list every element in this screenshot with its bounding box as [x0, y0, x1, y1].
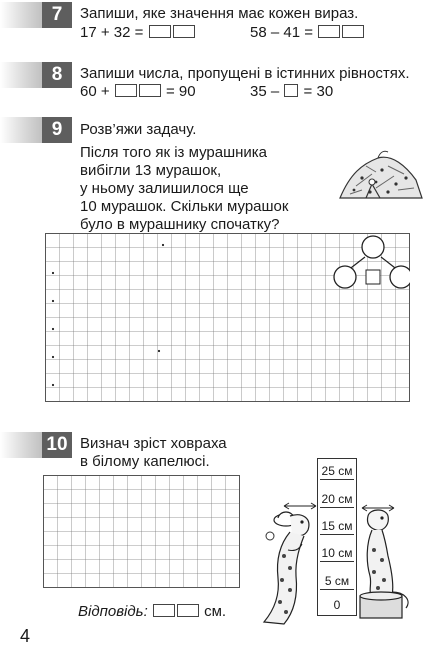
ruler-mark: 5 см — [320, 574, 354, 590]
task-8-expression-2-right: = 30 — [303, 83, 334, 100]
answer-box[interactable] — [177, 604, 199, 617]
task-7-expression-2 — [250, 23, 365, 43]
problem-line: Після того як із мурашника — [80, 144, 268, 161]
ruler-mark: 0 — [333, 598, 341, 612]
ruler-mark: 25 см — [321, 464, 353, 478]
task-10-answer-grid[interactable] — [43, 475, 243, 595]
problem-line: у ньому залишилося ще — [80, 180, 249, 197]
task-8-text: Запиши числа, пропущені в істинних рівностях. — [80, 65, 410, 82]
problem-line: вибігли 13 мурашок, — [80, 162, 222, 179]
answer-box[interactable] — [342, 25, 364, 38]
task-7-expression-1-text: 17 + 32 = — [80, 24, 144, 41]
task-9-header — [0, 117, 433, 143]
task-8-expression-1-right: = 90 — [165, 83, 196, 100]
page-number: 4 — [20, 626, 31, 646]
problem-line: було в мурашнику спочатку? — [80, 216, 280, 233]
task-10-number: 10 — [42, 432, 72, 458]
answer-box[interactable] — [139, 84, 161, 97]
task-9-number: 9 — [42, 117, 72, 143]
task-9-answer-grid[interactable] — [45, 233, 410, 415]
task-8-expression-2-left: 35 – — [250, 83, 280, 100]
answer-unit: см. — [204, 603, 227, 620]
task-10-text-line: Визнач зріст ховраха — [80, 435, 227, 452]
task-8-expression-2 — [250, 82, 333, 102]
task-9-text: Розв’яжи задачу. — [80, 121, 197, 138]
task-7-expression-2-text: 58 – 41 = — [250, 24, 313, 41]
ruler-mark: 15 см — [321, 519, 353, 533]
answer-box[interactable] — [318, 25, 340, 38]
task-7-number: 7 — [42, 2, 72, 28]
answer-label: Відповідь: — [78, 603, 148, 620]
task-8-expression-1 — [80, 82, 196, 102]
ruler-mark: 10 см — [321, 546, 353, 560]
answer-box[interactable] — [153, 604, 175, 617]
task-8-number: 8 — [42, 62, 72, 88]
answer-box[interactable] — [149, 25, 171, 38]
height-ruler — [317, 458, 357, 616]
task-10-text-line: в білому капелюсі. — [80, 453, 210, 470]
answer-box[interactable] — [284, 84, 298, 97]
task-10-text — [80, 435, 227, 471]
gopher-with-hat-illustration — [250, 500, 320, 628]
anthill-illustration — [336, 144, 424, 202]
answer-box[interactable] — [173, 25, 195, 38]
task-7-text: Запиши, яке значення має кожен вираз. — [80, 5, 359, 22]
gopher-on-stump-illustration — [358, 500, 428, 628]
task-7-expression-1 — [80, 23, 196, 43]
task-9-problem — [80, 144, 288, 234]
problem-line: 10 мурашок. Скільки мурашок — [80, 198, 289, 215]
ruler-mark: 20 см — [321, 492, 353, 506]
task-8-expression-1-left: 60 + — [80, 83, 110, 100]
answer-box[interactable] — [115, 84, 137, 97]
task-10-answer — [78, 603, 226, 620]
